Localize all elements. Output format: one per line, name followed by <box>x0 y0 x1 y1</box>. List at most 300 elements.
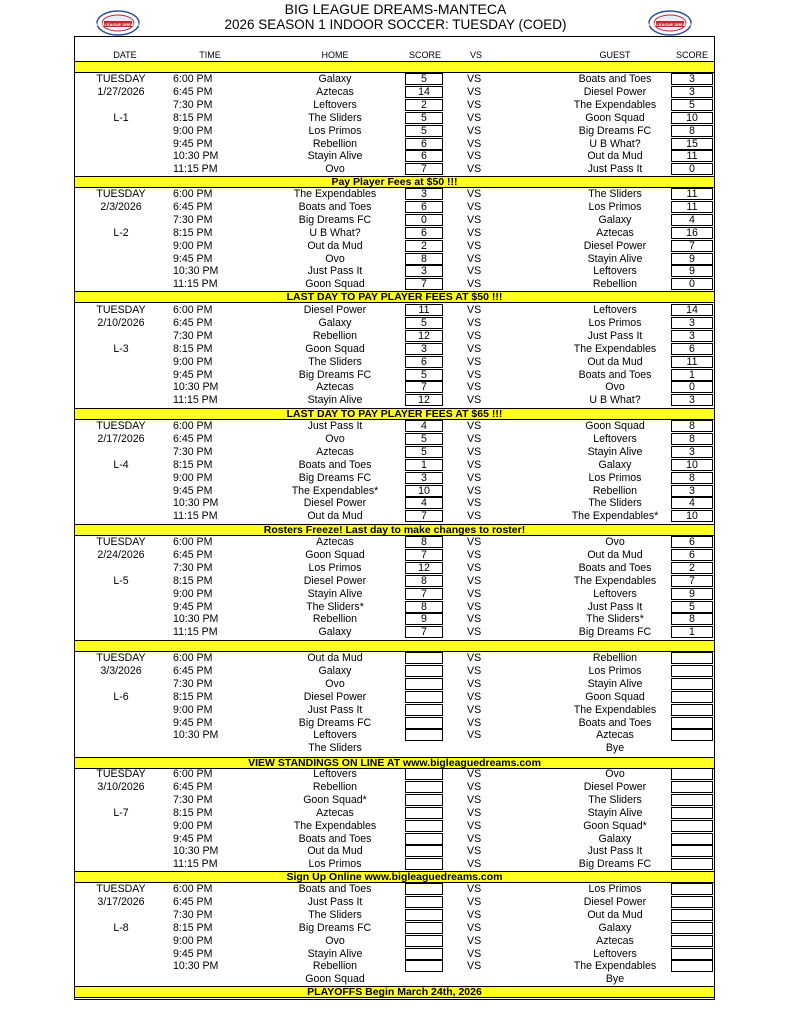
vs-label: VS <box>467 213 482 226</box>
game-row <box>75 265 714 278</box>
vs-label: VS <box>467 304 482 316</box>
vs-label: VS <box>467 536 482 548</box>
guest-score: 11 <box>671 188 713 200</box>
home-score <box>405 883 443 895</box>
guest-team: Rebellion <box>592 484 638 497</box>
guest-score <box>671 833 713 845</box>
guest-score: 0 <box>671 163 713 175</box>
vs-label: VS <box>467 420 482 432</box>
week-date: 3/10/2026 <box>97 780 145 793</box>
guest-score <box>671 948 713 960</box>
game-row <box>75 973 714 986</box>
game-row <box>75 601 714 614</box>
week-day: TUESDAY <box>96 304 146 316</box>
game-row <box>75 896 714 909</box>
week-league: L-7 <box>113 806 129 819</box>
game-time: 6:45 PM <box>173 432 213 445</box>
game-time: 9:45 PM <box>173 137 213 150</box>
game-time: 8:15 PM <box>173 806 213 819</box>
guest-team: Bye <box>605 742 625 755</box>
home-team: Galaxy <box>318 73 352 85</box>
game-row <box>75 86 714 99</box>
col-time: TIME <box>199 50 221 60</box>
home-team: Galaxy <box>318 316 352 329</box>
guest-score: 11 <box>671 150 713 162</box>
home-team: Rebellion <box>312 613 358 626</box>
home-team: Aztecas <box>316 806 354 819</box>
game-time: 6:45 PM <box>173 316 213 329</box>
vs-label: VS <box>467 368 482 381</box>
home-score <box>405 678 443 690</box>
game-row <box>75 278 714 291</box>
game-time: 7:30 PM <box>173 793 213 806</box>
home-team: The Sliders <box>308 742 362 755</box>
game-time: 11:15 PM <box>173 858 218 871</box>
game-time: 8:15 PM <box>173 921 213 934</box>
home-score <box>405 960 443 972</box>
home-score: 5 <box>405 433 443 445</box>
game-row <box>75 472 714 485</box>
week-banner: LAST DAY TO PAY PLAYER FEES AT $50 !!! <box>75 291 714 303</box>
vs-label: VS <box>467 150 482 163</box>
vs-label: VS <box>467 626 482 639</box>
game-time: 10:30 PM <box>173 845 219 858</box>
home-team: Los Primos <box>308 124 362 137</box>
vs-label: VS <box>467 883 482 895</box>
home-score: 5 <box>405 73 443 85</box>
vs-label: VS <box>467 947 482 960</box>
col-home: HOME <box>321 50 349 60</box>
game-time: 10:30 PM <box>173 150 219 163</box>
guest-team: Los Primos <box>588 316 642 329</box>
vs-label: VS <box>467 137 482 150</box>
game-time: 10:30 PM <box>173 381 219 394</box>
home-team: Leftovers <box>313 729 357 742</box>
game-row <box>75 652 714 665</box>
game-time: 8:15 PM <box>173 458 213 471</box>
week-day: TUESDAY <box>96 652 146 664</box>
game-time: 9:00 PM <box>173 934 213 947</box>
home-team: Diesel Power <box>303 304 367 316</box>
guest-score: 9 <box>671 265 713 277</box>
game-time: 11:15 PM <box>173 510 218 523</box>
home-team: Diesel Power <box>303 574 367 587</box>
home-team: The Sliders <box>308 908 362 921</box>
guest-score <box>671 820 713 832</box>
guest-team: The Expendables <box>573 703 657 716</box>
game-row <box>75 188 714 201</box>
guest-team: Diesel Power <box>583 780 647 793</box>
game-row <box>75 948 714 961</box>
week-day: TUESDAY <box>96 188 146 200</box>
home-score: 0 <box>405 214 443 226</box>
game-time: 8:15 PM <box>173 226 213 239</box>
home-team: Aztecas <box>316 445 354 458</box>
game-row <box>75 343 714 356</box>
guest-score <box>671 652 713 664</box>
week-date: 3/17/2026 <box>97 895 145 908</box>
home-score <box>405 729 443 741</box>
col-date: DATE <box>113 50 137 60</box>
week-day: TUESDAY <box>96 768 146 780</box>
vs-label: VS <box>467 793 482 806</box>
home-team: Goon Squad* <box>303 793 367 806</box>
home-score: 7 <box>405 588 443 600</box>
home-score <box>405 665 443 677</box>
guest-team: Aztecas <box>596 226 634 239</box>
game-time: 9:45 PM <box>173 600 213 613</box>
guest-score: 2 <box>671 562 713 574</box>
svg-text:BIG LEAGUE DREAMS: BIG LEAGUE DREAMS <box>648 21 692 27</box>
game-row <box>75 536 714 549</box>
game-time: 9:00 PM <box>173 819 213 832</box>
home-score: 2 <box>405 240 443 252</box>
game-row <box>75 420 714 433</box>
week-league: L-6 <box>113 690 129 703</box>
home-score <box>405 820 443 832</box>
game-row <box>75 497 714 510</box>
guest-team: Leftovers <box>593 947 637 960</box>
home-team: Rebellion <box>312 137 358 150</box>
week-date: 3/3/2026 <box>100 664 142 677</box>
home-score: 7 <box>405 510 443 522</box>
game-row <box>75 678 714 691</box>
guest-score: 10 <box>671 510 713 522</box>
game-row <box>75 73 714 86</box>
home-team: Rebellion <box>312 780 358 793</box>
guest-score: 3 <box>671 330 713 342</box>
week-date: 2/10/2026 <box>97 316 145 329</box>
game-row <box>75 381 714 394</box>
guest-team: Diesel Power <box>583 895 647 908</box>
home-score: 4 <box>405 420 443 432</box>
week-banner: VIEW STANDINGS ON LINE AT www.bigleaguedreams.com <box>75 757 714 769</box>
home-score <box>405 781 443 793</box>
game-time: 11:15 PM <box>173 163 218 176</box>
home-score: 5 <box>405 369 443 381</box>
vs-label: VS <box>467 858 482 871</box>
home-score <box>405 858 443 870</box>
guest-score: 7 <box>671 575 713 587</box>
guest-score: 9 <box>671 588 713 600</box>
game-time: 6:00 PM <box>173 768 213 780</box>
vs-label: VS <box>467 85 482 98</box>
game-row <box>75 433 714 446</box>
home-team: Aztecas <box>316 381 354 394</box>
home-score <box>405 704 443 716</box>
guest-score: 7 <box>671 240 713 252</box>
guest-team: Leftovers <box>593 304 637 316</box>
game-row <box>75 150 714 163</box>
guest-score <box>671 678 713 690</box>
guest-score <box>671 781 713 793</box>
week-league: L-1 <box>113 111 129 124</box>
home-team: Ovo <box>325 677 345 690</box>
vs-label: VS <box>467 381 482 394</box>
game-row <box>75 549 714 562</box>
game-time: 10:30 PM <box>173 960 219 973</box>
home-score: 3 <box>405 343 443 355</box>
guest-score <box>671 960 713 972</box>
game-time: 9:00 PM <box>173 355 213 368</box>
game-row <box>75 562 714 575</box>
vs-label: VS <box>467 497 482 510</box>
home-team: Aztecas <box>316 85 354 98</box>
vs-label: VS <box>467 484 482 497</box>
game-time: 9:00 PM <box>173 587 213 600</box>
guest-team: Stayin Alive <box>587 806 643 819</box>
game-time: 8:15 PM <box>173 342 213 355</box>
home-team: The Sliders <box>308 111 362 124</box>
home-team: Big Dreams FC <box>298 213 372 226</box>
guest-team: Big Dreams FC <box>578 124 652 137</box>
week-banner <box>75 640 714 652</box>
home-team: Stayin Alive <box>307 150 363 163</box>
game-row <box>75 883 714 896</box>
home-team: Rebellion <box>312 960 358 973</box>
guest-score: 0 <box>671 278 713 290</box>
home-team: Los Primos <box>308 561 362 574</box>
guest-score <box>671 935 713 947</box>
guest-team: Bye <box>605 973 625 986</box>
week-league: L-8 <box>113 921 129 934</box>
vs-label: VS <box>467 677 482 690</box>
home-team: Aztecas <box>316 536 354 548</box>
guest-score: 1 <box>671 626 713 638</box>
col-guest: GUEST <box>599 50 631 60</box>
guest-score: 4 <box>671 214 713 226</box>
game-row <box>75 446 714 459</box>
guest-score: 5 <box>671 601 713 613</box>
week-day: TUESDAY <box>96 73 146 85</box>
guest-score: 8 <box>671 433 713 445</box>
guest-team: The Expendables <box>573 574 657 587</box>
game-time: 9:45 PM <box>173 484 213 497</box>
home-team: Boats and Toes <box>298 883 372 895</box>
home-team: Just Pass It <box>307 895 363 908</box>
game-row <box>75 240 714 253</box>
guest-score: 9 <box>671 253 713 265</box>
home-score: 8 <box>405 601 443 613</box>
vs-label: VS <box>467 432 482 445</box>
home-team: Out da Mud <box>307 239 363 252</box>
guest-team: The Expendables* <box>571 510 659 523</box>
vs-label: VS <box>467 561 482 574</box>
guest-team: Boats and Toes <box>578 368 652 381</box>
guest-score <box>671 729 713 741</box>
home-score: 7 <box>405 163 443 175</box>
guest-team: Los Primos <box>588 471 642 484</box>
home-score: 7 <box>405 549 443 561</box>
home-team: Diesel Power <box>303 690 367 703</box>
game-row <box>75 742 714 755</box>
game-time: 7:30 PM <box>173 98 213 111</box>
guest-team: Just Pass It <box>587 163 643 176</box>
home-score <box>405 922 443 934</box>
vs-label: VS <box>467 729 482 742</box>
vs-label: VS <box>467 342 482 355</box>
week-day: TUESDAY <box>96 420 146 432</box>
vs-label: VS <box>467 587 482 600</box>
week-banner: Sign Up Online www.bigleaguedreams.com <box>75 871 714 883</box>
week-banner: PLAYOFFS Begin March 24th, 2026 <box>75 986 714 998</box>
week-banner: Rosters Freeze! Last day to make changes to roster! <box>75 524 714 536</box>
home-team: The Expendables* <box>291 484 379 497</box>
home-team: Los Primos <box>308 858 362 871</box>
vs-label: VS <box>467 329 482 342</box>
home-score: 8 <box>405 575 443 587</box>
guest-score <box>671 704 713 716</box>
vs-label: VS <box>467 819 482 832</box>
guest-team: The Sliders <box>588 497 642 510</box>
home-score: 1 <box>405 459 443 471</box>
guest-team: Diesel Power <box>583 239 647 252</box>
game-row <box>75 485 714 498</box>
home-team: Out da Mud <box>307 510 363 523</box>
game-row <box>75 691 714 704</box>
league-logo-right <box>648 10 692 36</box>
week-banner: Pay Player Fees at $50 !!! <box>75 176 714 188</box>
game-time: 7:30 PM <box>173 908 213 921</box>
guest-score <box>671 883 713 895</box>
top-band <box>75 61 714 73</box>
guest-team: The Sliders <box>588 793 642 806</box>
guest-score: 6 <box>671 536 713 548</box>
game-time: 9:00 PM <box>173 124 213 137</box>
guest-score: 6 <box>671 343 713 355</box>
home-team: The Expendables <box>293 819 377 832</box>
guest-score <box>671 665 713 677</box>
guest-score <box>671 909 713 921</box>
home-score: 5 <box>405 317 443 329</box>
vs-label: VS <box>467 908 482 921</box>
guest-score: 8 <box>671 125 713 137</box>
vs-label: VS <box>467 394 482 407</box>
guest-score: 3 <box>671 73 713 85</box>
home-team: Galaxy <box>318 664 352 677</box>
home-score: 12 <box>405 562 443 574</box>
guest-score: 15 <box>671 138 713 150</box>
guest-team: Rebellion <box>592 278 638 291</box>
game-time: 6:00 PM <box>173 652 213 664</box>
home-team: Galaxy <box>318 626 352 639</box>
game-time: 11:15 PM <box>173 278 218 291</box>
home-score: 3 <box>405 265 443 277</box>
guest-score: 14 <box>671 304 713 316</box>
home-score <box>405 652 443 664</box>
game-row <box>75 909 714 922</box>
guest-team: Goon Squad <box>585 690 645 703</box>
guest-team: The Sliders* <box>586 613 644 626</box>
game-time: 6:45 PM <box>173 548 213 561</box>
guest-score <box>671 768 713 780</box>
home-score <box>405 948 443 960</box>
week-date: 2/3/2026 <box>100 200 142 213</box>
vs-label: VS <box>467 510 482 523</box>
vs-label: VS <box>467 316 482 329</box>
guest-team: Goon Squad <box>585 111 645 124</box>
game-time: 8:15 PM <box>173 111 213 124</box>
vs-label: VS <box>467 471 482 484</box>
vs-label: VS <box>467 445 482 458</box>
home-team: The Sliders* <box>306 600 364 613</box>
guest-team: Boats and Toes <box>578 716 652 729</box>
guest-score <box>671 691 713 703</box>
game-row <box>75 356 714 369</box>
game-row <box>75 125 714 138</box>
column-headers <box>75 50 714 61</box>
vs-label: VS <box>467 703 482 716</box>
guest-team: Out da Mud <box>587 150 643 163</box>
guest-team: Diesel Power <box>583 85 647 98</box>
week-day: TUESDAY <box>96 883 146 895</box>
guest-team: Out da Mud <box>587 355 643 368</box>
guest-score: 10 <box>671 112 713 124</box>
week-date: 2/24/2026 <box>97 548 145 561</box>
guest-score: 11 <box>671 201 713 213</box>
home-team: Leftovers <box>313 98 357 111</box>
home-team: Big Dreams FC <box>298 471 372 484</box>
home-team: Boats and Toes <box>298 458 372 471</box>
home-team: Out da Mud <box>307 652 363 664</box>
vs-label: VS <box>467 921 482 934</box>
game-time: 6:45 PM <box>173 780 213 793</box>
game-row <box>75 253 714 266</box>
game-row <box>75 304 714 317</box>
home-team: Stayin Alive <box>307 947 363 960</box>
guest-score: 0 <box>671 381 713 393</box>
guest-team: Aztecas <box>596 729 634 742</box>
game-row <box>75 138 714 151</box>
vs-label: VS <box>467 226 482 239</box>
game-time: 6:45 PM <box>173 895 213 908</box>
guest-team: Boats and Toes <box>578 73 652 85</box>
guest-team: The Expendables <box>573 98 657 111</box>
game-time: 6:00 PM <box>173 536 213 548</box>
game-time: 8:15 PM <box>173 690 213 703</box>
home-team: Diesel Power <box>303 497 367 510</box>
guest-team: Galaxy <box>598 832 632 845</box>
vs-label: VS <box>467 768 482 780</box>
home-team: The Sliders <box>308 355 362 368</box>
home-team: Goon Squad <box>305 278 365 291</box>
col-vs: VS <box>469 50 482 60</box>
week-day: TUESDAY <box>96 536 146 548</box>
game-row <box>75 99 714 112</box>
guest-score: 8 <box>671 420 713 432</box>
guest-team: Rebellion <box>592 652 638 664</box>
week-league: L-5 <box>113 574 129 587</box>
game-time: 6:45 PM <box>173 200 213 213</box>
home-score: 2 <box>405 99 443 111</box>
game-row <box>75 858 714 871</box>
week-league: L-3 <box>113 342 129 355</box>
home-score <box>405 896 443 908</box>
game-time: 10:30 PM <box>173 497 219 510</box>
home-score: 4 <box>405 497 443 509</box>
home-score: 6 <box>405 150 443 162</box>
game-row <box>75 510 714 523</box>
game-time: 9:00 PM <box>173 703 213 716</box>
guest-team: U B What? <box>589 394 641 407</box>
game-row <box>75 717 714 730</box>
home-score <box>405 768 443 780</box>
game-time: 7:30 PM <box>173 677 213 690</box>
guest-team: The Expendables <box>573 342 657 355</box>
home-score <box>405 845 443 857</box>
game-time: 7:30 PM <box>173 445 213 458</box>
game-time: 11:15 PM <box>173 394 218 407</box>
